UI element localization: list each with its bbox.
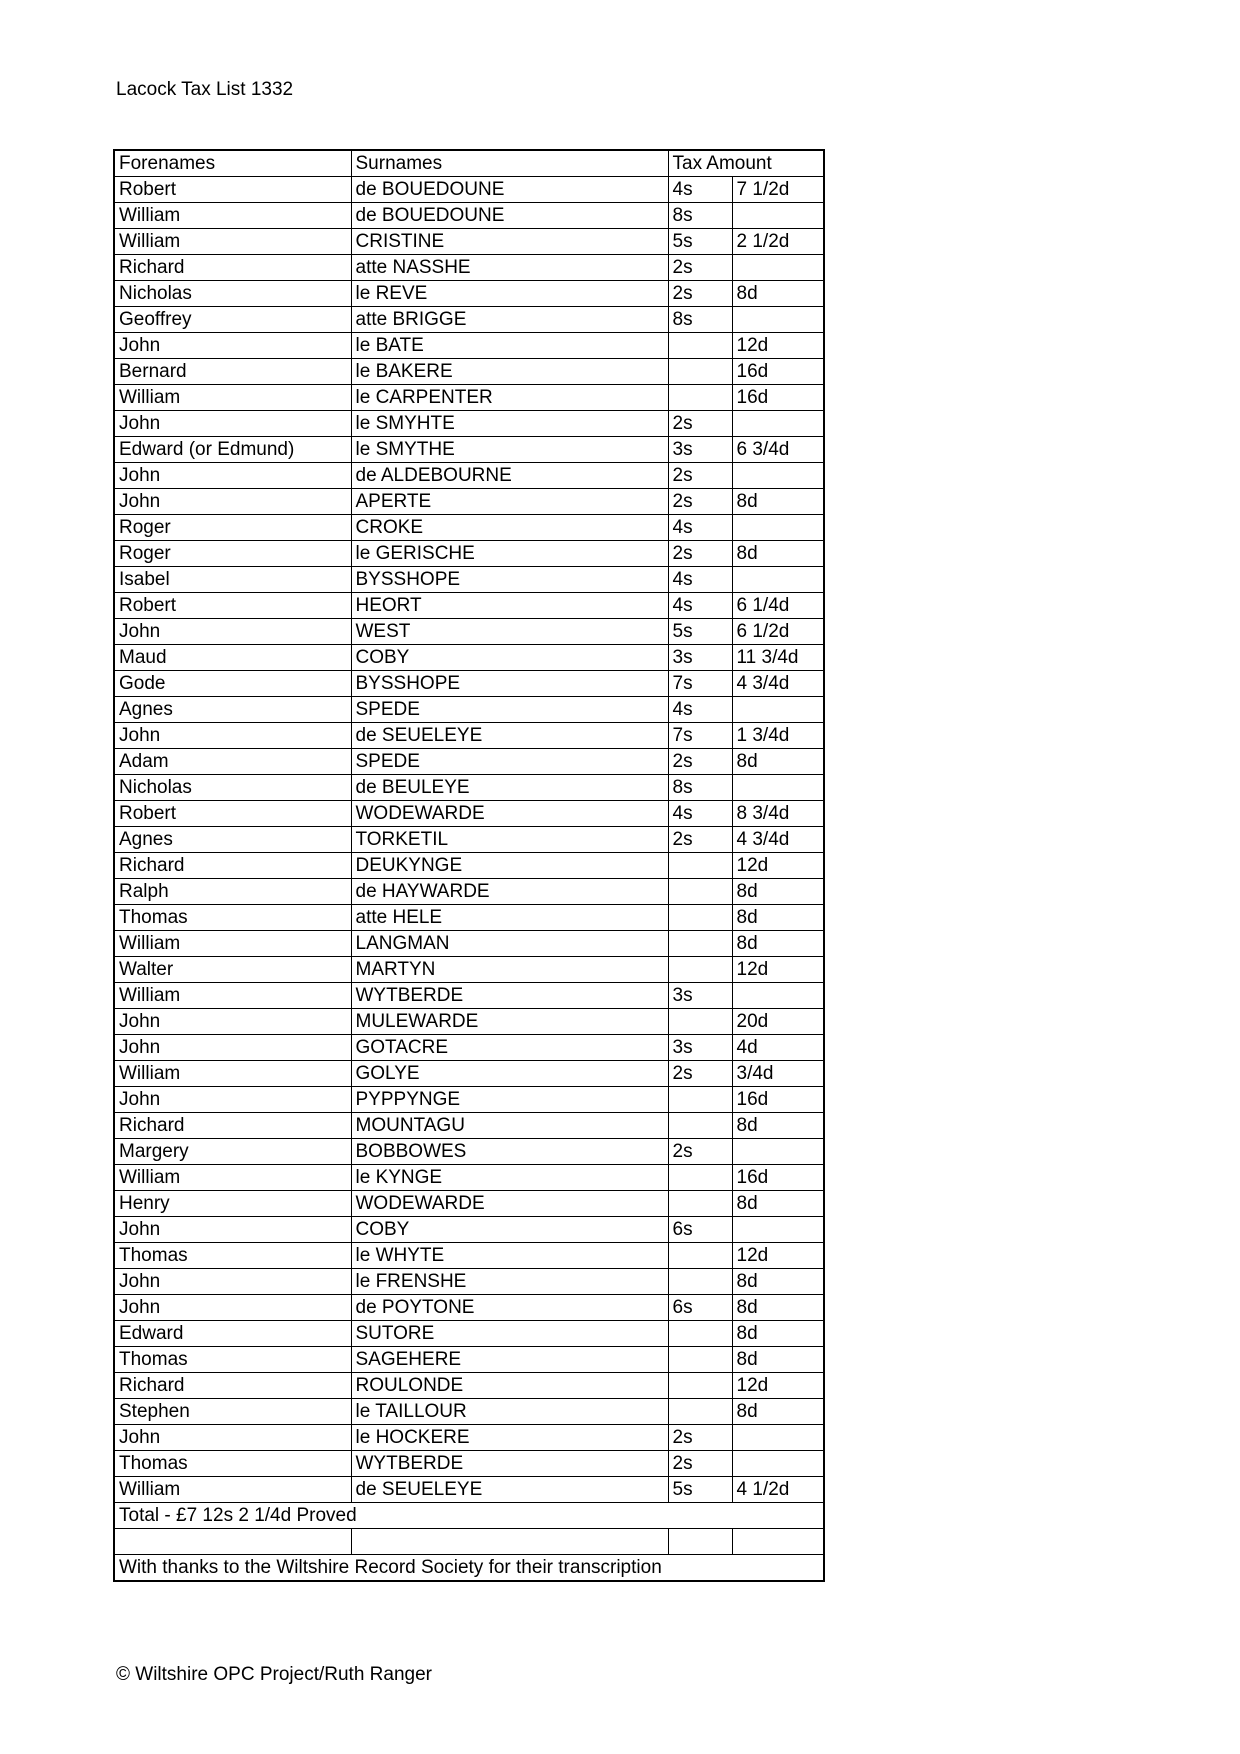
forename-cell: John: [114, 1087, 351, 1113]
surname-cell: WYTBERDE: [351, 1451, 668, 1477]
surname-cell: COBY: [351, 1217, 668, 1243]
pence-cell: [732, 1451, 824, 1477]
table-row: [114, 1217, 824, 1243]
forename-cell: Maud: [114, 645, 351, 671]
surname-cell: SUTORE: [351, 1321, 668, 1347]
forename-cell: William: [114, 1061, 351, 1087]
surname-cell: le REVE: [351, 281, 668, 307]
pence-cell: [732, 1217, 824, 1243]
pence-cell: 7 1/2d: [732, 177, 824, 203]
thanks-row: [114, 1555, 824, 1582]
forename-cell: Thomas: [114, 1451, 351, 1477]
table-row: [114, 385, 824, 411]
table-row: [114, 1321, 824, 1347]
shillings-cell: 2s: [668, 1061, 732, 1087]
pence-cell: 8d: [732, 905, 824, 931]
surname-cell: de ALDEBOURNE: [351, 463, 668, 489]
table-row: [114, 619, 824, 645]
blank-row: [114, 1529, 824, 1555]
table-row: [114, 931, 824, 957]
surname-cell: PYPPYNGE: [351, 1087, 668, 1113]
surname-cell: le SMYHTE: [351, 411, 668, 437]
table-row: [114, 1451, 824, 1477]
blank-cell: [668, 1529, 732, 1555]
shillings-cell: [668, 1113, 732, 1139]
pence-cell: [732, 1139, 824, 1165]
forename-cell: Henry: [114, 1191, 351, 1217]
table-row: [114, 1347, 824, 1373]
table-row: [114, 1425, 824, 1451]
tax-table-body: [114, 177, 824, 1503]
surname-cell: WYTBERDE: [351, 983, 668, 1009]
pence-cell: 4 1/2d: [732, 1477, 824, 1503]
surname-cell: BYSSHOPE: [351, 671, 668, 697]
forename-cell: Stephen: [114, 1399, 351, 1425]
shillings-cell: 7s: [668, 723, 732, 749]
table-row: [114, 1191, 824, 1217]
table-row: [114, 801, 824, 827]
table-row: [114, 1373, 824, 1399]
shillings-cell: [668, 1373, 732, 1399]
surname-cell: le BAKERE: [351, 359, 668, 385]
shillings-cell: [668, 1191, 732, 1217]
page-title: Lacock Tax List 1332: [116, 79, 294, 100]
pence-cell: [732, 411, 824, 437]
surname-cell: le WHYTE: [351, 1243, 668, 1269]
header-surnames: Surnames: [351, 150, 668, 177]
tax-table-summary: [114, 1503, 824, 1582]
shillings-cell: [668, 1165, 732, 1191]
table-row: [114, 1139, 824, 1165]
pence-cell: 8d: [732, 1269, 824, 1295]
shillings-cell: 4s: [668, 567, 732, 593]
forename-cell: Margery: [114, 1139, 351, 1165]
table-row: [114, 1269, 824, 1295]
header-tax-amount: Tax Amount: [668, 150, 824, 177]
table-row: [114, 515, 824, 541]
surname-cell: de BOUEDOUNE: [351, 177, 668, 203]
surname-cell: ROULONDE: [351, 1373, 668, 1399]
shillings-cell: 2s: [668, 1425, 732, 1451]
shillings-cell: 2s: [668, 489, 732, 515]
table-row: [114, 1087, 824, 1113]
surname-cell: GOLYE: [351, 1061, 668, 1087]
forename-cell: Geoffrey: [114, 307, 351, 333]
surname-cell: APERTE: [351, 489, 668, 515]
pence-cell: 1 3/4d: [732, 723, 824, 749]
pence-cell: 12d: [732, 853, 824, 879]
forename-cell: Thomas: [114, 1243, 351, 1269]
pence-cell: [732, 203, 824, 229]
shillings-cell: [668, 1347, 732, 1373]
shillings-cell: 2s: [668, 749, 732, 775]
table-row: [114, 775, 824, 801]
forename-cell: Thomas: [114, 905, 351, 931]
shillings-cell: [668, 333, 732, 359]
shillings-cell: [668, 1087, 732, 1113]
shillings-cell: [668, 1269, 732, 1295]
shillings-cell: 5s: [668, 1477, 732, 1503]
shillings-cell: [668, 879, 732, 905]
forename-cell: John: [114, 1009, 351, 1035]
forename-cell: William: [114, 229, 351, 255]
surname-cell: CROKE: [351, 515, 668, 541]
shillings-cell: 7s: [668, 671, 732, 697]
surname-cell: TORKETIL: [351, 827, 668, 853]
table-row: [114, 1295, 824, 1321]
table-row: [114, 749, 824, 775]
shillings-cell: [668, 853, 732, 879]
surname-cell: le CARPENTER: [351, 385, 668, 411]
forename-cell: William: [114, 1477, 351, 1503]
forename-cell: Agnes: [114, 697, 351, 723]
forename-cell: William: [114, 983, 351, 1009]
surname-cell: SAGEHERE: [351, 1347, 668, 1373]
table-row: [114, 229, 824, 255]
table-row: [114, 1243, 824, 1269]
table-row: [114, 1477, 824, 1503]
forename-cell: Edward (or Edmund): [114, 437, 351, 463]
copyright-footer: © Wiltshire OPC Project/Ruth Ranger: [116, 1664, 432, 1685]
forename-cell: John: [114, 489, 351, 515]
pence-cell: 8d: [732, 1321, 824, 1347]
pence-cell: 8d: [732, 879, 824, 905]
table-row: [114, 411, 824, 437]
table-row: [114, 645, 824, 671]
surname-cell: de SEUELEYE: [351, 723, 668, 749]
blank-cell: [732, 1529, 824, 1555]
shillings-cell: 3s: [668, 983, 732, 1009]
table-row: [114, 671, 824, 697]
pence-cell: 16d: [732, 1087, 824, 1113]
table-row: [114, 281, 824, 307]
table-row: [114, 853, 824, 879]
shillings-cell: 8s: [668, 307, 732, 333]
table-row: [114, 255, 824, 281]
pence-cell: 20d: [732, 1009, 824, 1035]
surname-cell: le FRENSHE: [351, 1269, 668, 1295]
shillings-cell: [668, 1009, 732, 1035]
surname-cell: BYSSHOPE: [351, 567, 668, 593]
forename-cell: Adam: [114, 749, 351, 775]
table-row: [114, 697, 824, 723]
tax-table-header: [114, 150, 824, 177]
surname-cell: COBY: [351, 645, 668, 671]
table-row: [114, 567, 824, 593]
forename-cell: Bernard: [114, 359, 351, 385]
table-row: [114, 307, 824, 333]
shillings-cell: [668, 1243, 732, 1269]
forename-cell: Richard: [114, 853, 351, 879]
shillings-cell: [668, 1321, 732, 1347]
table-row: [114, 905, 824, 931]
pence-cell: 2 1/2d: [732, 229, 824, 255]
forename-cell: John: [114, 1425, 351, 1451]
pence-cell: 8d: [732, 931, 824, 957]
forename-cell: Gode: [114, 671, 351, 697]
table-row: [114, 1399, 824, 1425]
forename-cell: Isabel: [114, 567, 351, 593]
table-row: [114, 359, 824, 385]
table-row: [114, 541, 824, 567]
forename-cell: William: [114, 931, 351, 957]
forename-cell: Robert: [114, 801, 351, 827]
shillings-cell: [668, 931, 732, 957]
shillings-cell: [668, 905, 732, 931]
table-row: [114, 1009, 824, 1035]
forename-cell: John: [114, 411, 351, 437]
table-row: [114, 463, 824, 489]
shillings-cell: 4s: [668, 593, 732, 619]
surname-cell: BOBBOWES: [351, 1139, 668, 1165]
forename-cell: William: [114, 385, 351, 411]
surname-cell: de POYTONE: [351, 1295, 668, 1321]
surname-cell: DEUKYNGE: [351, 853, 668, 879]
table-row: [114, 489, 824, 515]
pence-cell: 3/4d: [732, 1061, 824, 1087]
thanks-cell: With thanks to the Wiltshire Record Society for their transcription: [114, 1555, 824, 1582]
surname-cell: GOTACRE: [351, 1035, 668, 1061]
shillings-cell: 3s: [668, 1035, 732, 1061]
surname-cell: HEORT: [351, 593, 668, 619]
total-row: [114, 1503, 824, 1529]
shillings-cell: 2s: [668, 463, 732, 489]
surname-cell: le HOCKERE: [351, 1425, 668, 1451]
tax-table: [113, 149, 825, 1582]
pence-cell: 11 3/4d: [732, 645, 824, 671]
shillings-cell: 4s: [668, 177, 732, 203]
table-row: [114, 983, 824, 1009]
table-row: [114, 1035, 824, 1061]
table-row: [114, 957, 824, 983]
surname-cell: WODEWARDE: [351, 801, 668, 827]
table-row: [114, 437, 824, 463]
pence-cell: 12d: [732, 1373, 824, 1399]
surname-cell: de BOUEDOUNE: [351, 203, 668, 229]
table-row: [114, 333, 824, 359]
shillings-cell: 3s: [668, 437, 732, 463]
shillings-cell: 4s: [668, 697, 732, 723]
forename-cell: John: [114, 723, 351, 749]
shillings-cell: [668, 385, 732, 411]
forename-cell: Nicholas: [114, 775, 351, 801]
pence-cell: 8d: [732, 489, 824, 515]
surname-cell: de BEULEYE: [351, 775, 668, 801]
forename-cell: Edward: [114, 1321, 351, 1347]
table-row: [114, 177, 824, 203]
forename-cell: John: [114, 1217, 351, 1243]
pence-cell: 8d: [732, 541, 824, 567]
shillings-cell: 2s: [668, 411, 732, 437]
shillings-cell: 8s: [668, 775, 732, 801]
surname-cell: le KYNGE: [351, 1165, 668, 1191]
forename-cell: John: [114, 1295, 351, 1321]
forename-cell: Roger: [114, 541, 351, 567]
pence-cell: 4 3/4d: [732, 671, 824, 697]
surname-cell: le SMYTHE: [351, 437, 668, 463]
pence-cell: 12d: [732, 1243, 824, 1269]
pence-cell: 8d: [732, 281, 824, 307]
pence-cell: 6 1/4d: [732, 593, 824, 619]
shillings-cell: 3s: [668, 645, 732, 671]
surname-cell: atte HELE: [351, 905, 668, 931]
table-row: [114, 1061, 824, 1087]
forename-cell: John: [114, 619, 351, 645]
forename-cell: Roger: [114, 515, 351, 541]
forename-cell: William: [114, 203, 351, 229]
pence-cell: [732, 697, 824, 723]
pence-cell: 8d: [732, 1191, 824, 1217]
surname-cell: le GERISCHE: [351, 541, 668, 567]
surname-cell: WODEWARDE: [351, 1191, 668, 1217]
shillings-cell: 4s: [668, 801, 732, 827]
pence-cell: [732, 775, 824, 801]
surname-cell: atte NASSHE: [351, 255, 668, 281]
forename-cell: Robert: [114, 177, 351, 203]
pence-cell: [732, 567, 824, 593]
blank-cell: [351, 1529, 668, 1555]
pence-cell: 16d: [732, 385, 824, 411]
table-row: [114, 1165, 824, 1191]
shillings-cell: 2s: [668, 1451, 732, 1477]
pence-cell: [732, 515, 824, 541]
table-row: [114, 827, 824, 853]
pence-cell: 8d: [732, 1113, 824, 1139]
shillings-cell: 6s: [668, 1217, 732, 1243]
table-row: [114, 593, 824, 619]
pence-cell: [732, 1425, 824, 1451]
pence-cell: [732, 983, 824, 1009]
shillings-cell: 2s: [668, 255, 732, 281]
pence-cell: 16d: [732, 359, 824, 385]
forename-cell: John: [114, 463, 351, 489]
forename-cell: John: [114, 1269, 351, 1295]
shillings-cell: 6s: [668, 1295, 732, 1321]
surname-cell: CRISTINE: [351, 229, 668, 255]
forename-cell: Richard: [114, 1113, 351, 1139]
table-row: [114, 879, 824, 905]
shillings-cell: 8s: [668, 203, 732, 229]
pence-cell: [732, 307, 824, 333]
table-row: [114, 723, 824, 749]
shillings-cell: 2s: [668, 827, 732, 853]
forename-cell: Robert: [114, 593, 351, 619]
surname-cell: SPEDE: [351, 749, 668, 775]
pence-cell: 4d: [732, 1035, 824, 1061]
pence-cell: 12d: [732, 957, 824, 983]
surname-cell: MARTYN: [351, 957, 668, 983]
pence-cell: 8d: [732, 749, 824, 775]
pence-cell: 16d: [732, 1165, 824, 1191]
forename-cell: Walter: [114, 957, 351, 983]
pence-cell: 6 3/4d: [732, 437, 824, 463]
table-row: [114, 1113, 824, 1139]
pence-cell: 6 1/2d: [732, 619, 824, 645]
shillings-cell: 2s: [668, 281, 732, 307]
shillings-cell: [668, 1399, 732, 1425]
table-row: [114, 203, 824, 229]
pence-cell: 8d: [732, 1295, 824, 1321]
total-cell: Total - £7 12s 2 1/4d Proved: [114, 1503, 824, 1529]
shillings-cell: 4s: [668, 515, 732, 541]
blank-cell: [114, 1529, 351, 1555]
shillings-cell: [668, 957, 732, 983]
forename-cell: Richard: [114, 255, 351, 281]
surname-cell: LANGMAN: [351, 931, 668, 957]
header-row: [114, 150, 824, 177]
shillings-cell: [668, 359, 732, 385]
forename-cell: Ralph: [114, 879, 351, 905]
shillings-cell: 5s: [668, 229, 732, 255]
pence-cell: 8d: [732, 1399, 824, 1425]
forename-cell: Agnes: [114, 827, 351, 853]
surname-cell: atte BRIGGE: [351, 307, 668, 333]
pence-cell: [732, 463, 824, 489]
surname-cell: le TAILLOUR: [351, 1399, 668, 1425]
surname-cell: MOUNTAGU: [351, 1113, 668, 1139]
surname-cell: MULEWARDE: [351, 1009, 668, 1035]
forename-cell: John: [114, 333, 351, 359]
shillings-cell: 2s: [668, 1139, 732, 1165]
header-forenames: Forenames: [114, 150, 351, 177]
pence-cell: [732, 255, 824, 281]
forename-cell: Nicholas: [114, 281, 351, 307]
surname-cell: de HAYWARDE: [351, 879, 668, 905]
shillings-cell: 2s: [668, 541, 732, 567]
surname-cell: de SEUELEYE: [351, 1477, 668, 1503]
surname-cell: WEST: [351, 619, 668, 645]
shillings-cell: 5s: [668, 619, 732, 645]
forename-cell: William: [114, 1165, 351, 1191]
pence-cell: 12d: [732, 333, 824, 359]
pence-cell: 8d: [732, 1347, 824, 1373]
surname-cell: SPEDE: [351, 697, 668, 723]
forename-cell: Richard: [114, 1373, 351, 1399]
pence-cell: 4 3/4d: [732, 827, 824, 853]
forename-cell: John: [114, 1035, 351, 1061]
forename-cell: Thomas: [114, 1347, 351, 1373]
pence-cell: 8 3/4d: [732, 801, 824, 827]
surname-cell: le BATE: [351, 333, 668, 359]
